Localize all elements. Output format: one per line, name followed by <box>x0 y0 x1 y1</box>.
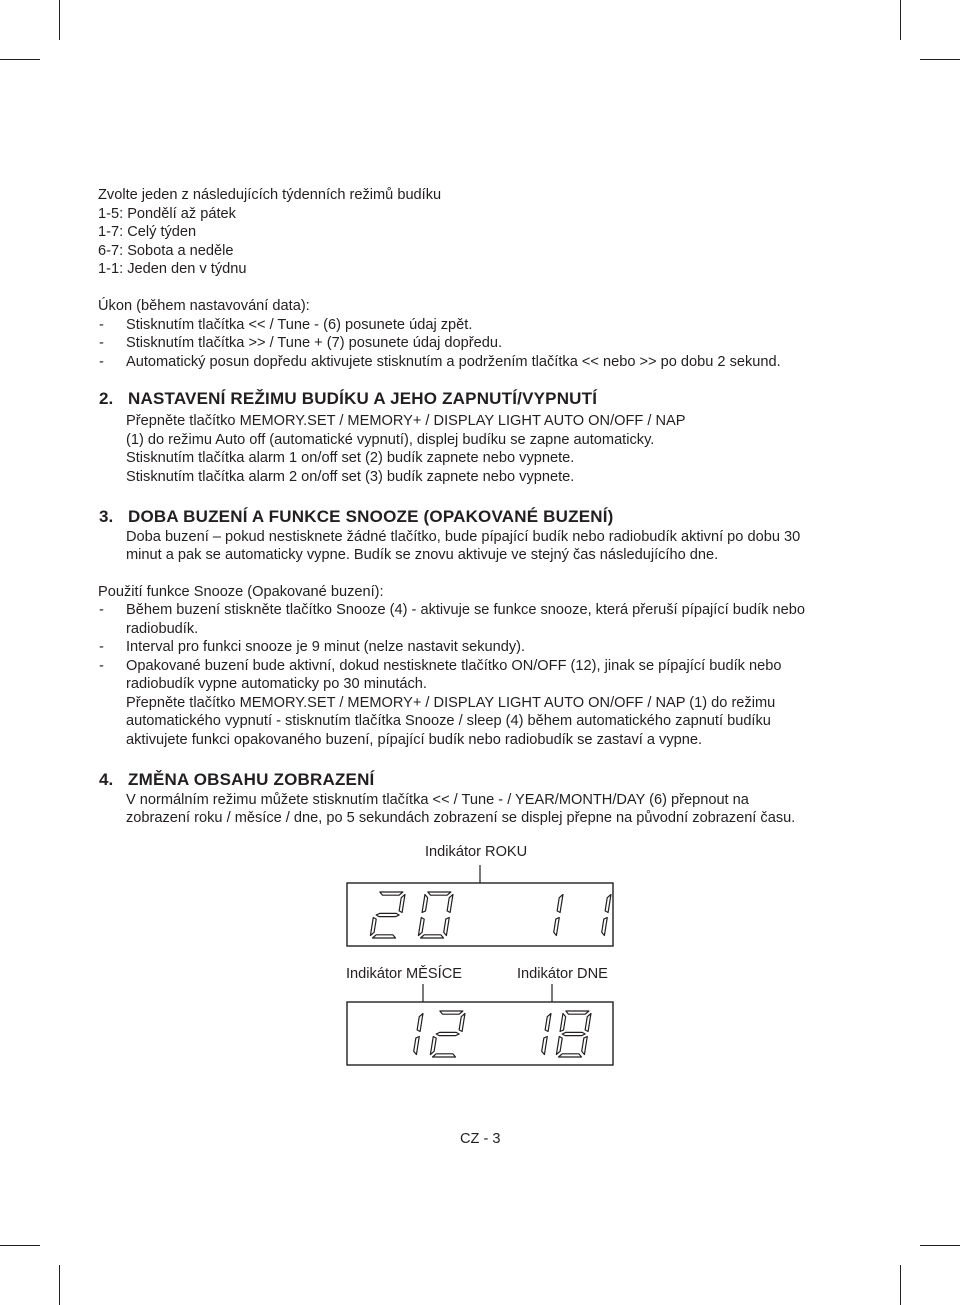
snooze-line: Během buzení stiskněte tlačítko Snooze (4) - aktivuje se funkce snooze, která přeruší pípající budík nebo <box>126 602 805 618</box>
segment-d <box>373 935 396 938</box>
snooze-title: Použití funkce Snooze (Opakované buzení): <box>98 584 384 600</box>
crop-mark-top-left-h <box>0 59 40 60</box>
intro-text: Zvolte jeden z následujících týdenních režimů budíku <box>98 187 442 203</box>
section-4-number: 4. <box>99 770 114 789</box>
snooze-line: Přepněte tlačítko MEMORY.SET / MEMORY+ / DISPLAY LIGHT AUTO ON/OFF / NAP (1) do režimu <box>126 695 776 711</box>
segment-g <box>562 1032 585 1035</box>
adjust-item: Stisknutím tlačítka >> / Tune + (7) posunete údaj dopředu. <box>126 335 503 351</box>
section-2-number: 2. <box>99 389 114 408</box>
segment-a <box>440 1011 463 1014</box>
crop-mark-bottom-right-h <box>920 1245 960 1246</box>
segment-a <box>380 892 403 895</box>
section-2-line: Stisknutím tlačítka alarm 2 on/off set (3) budík zapnete nebo vypnete. <box>126 469 575 485</box>
segment-d <box>559 1054 582 1057</box>
day-indicator-label: Indikátor DNE <box>517 966 608 982</box>
section-3-line: Doba buzení – pokud nestisknete žádné tlačítko, bude pípající budík nebo radiobudík aktivní po dobu 30 <box>126 529 801 545</box>
bullet: - <box>99 658 104 674</box>
mode-item: 1-7: Celý týden <box>98 224 197 240</box>
section-2-line: (1) do režimu Auto off (automatické vypnutí), displej budíku se zapne automaticky. <box>126 432 655 448</box>
crop-mark-bottom-left <box>59 1265 60 1305</box>
bullet: - <box>99 354 104 370</box>
segment-d <box>421 935 444 938</box>
adjust-item: Automatický posun dopředu aktivujete stisknutím a podržením tlačítka << nebo >> po dobu 2 sekund. <box>126 354 781 370</box>
section-4-line: V normálním režimu můžete stisknutím tlačítka << / Tune - / YEAR/MONTH/DAY (6) přepnout na <box>126 792 749 808</box>
crop-mark-bottom-right <box>900 1265 901 1305</box>
bullet: - <box>99 602 104 618</box>
mode-item: 1-1: Jeden den v týdnu <box>98 261 247 277</box>
section-2-line: Přepněte tlačítko MEMORY.SET / MEMORY+ / DISPLAY LIGHT AUTO ON/OFF / NAP <box>126 413 686 429</box>
section-2-heading: NASTAVENÍ REŽIMU BUDÍKU A JEHO ZAPNUTÍ/VYPNUTÍ <box>128 389 598 408</box>
snooze-line: Interval pro funkci snooze je 9 minut (nelze nastavit sekundy). <box>126 639 526 655</box>
section-3-number: 3. <box>99 507 114 526</box>
adjust-title: Úkon (během nastavování data): <box>98 298 310 314</box>
bullet: - <box>99 639 104 655</box>
crop-mark-top-right-h <box>920 59 960 60</box>
segment-g <box>436 1032 459 1035</box>
year-indicator-label: Indikátor ROKU <box>425 844 528 860</box>
section-2-line: Stisknutím tlačítka alarm 1 on/off set (2) budík zapnete nebo vypnete. <box>126 450 575 466</box>
segment-a <box>566 1011 589 1014</box>
bullet: - <box>99 317 104 333</box>
adjust-item: Stisknutím tlačítka << / Tune - (6) posunete údaj zpět. <box>126 317 473 333</box>
mode-item: 1-5: Pondělí až pátek <box>98 206 236 222</box>
section-3-line: minut a pak se automaticky vypne. Budík se znovu aktivuje ve stejný čas následujícího dne. <box>126 547 719 563</box>
segment-a <box>428 892 451 895</box>
snooze-line: Opakované buzení bude aktivní, dokud nestisknete tlačítko ON/OFF (12), jinak se pípající budík nebo <box>126 658 782 674</box>
mode-item: 6-7: Sobota a neděle <box>98 243 234 259</box>
crop-mark-bottom-left-h <box>0 1245 40 1246</box>
section-3-heading: DOBA BUZENÍ A FUNKCE SNOOZE (OPAKOVANÉ BUZENÍ) <box>128 507 614 526</box>
segment-d <box>433 1054 456 1057</box>
bullet: - <box>99 335 104 351</box>
month-indicator-label: Indikátor MĚSÍCE <box>346 966 462 982</box>
date-display <box>330 980 630 1080</box>
section-4-line: zobrazení roku / měsíce / dne, po 5 sekundách zobrazení se displej přepne na původní zobrazení času. <box>126 810 796 826</box>
snooze-line: automatického vypnutí - stisknutím tlačítka Snooze / sleep (4) během automatického zapnutí budíku <box>126 713 771 729</box>
segment-g <box>376 913 399 916</box>
crop-mark-top-left <box>59 0 60 40</box>
snooze-line: radiobudík. <box>126 621 199 637</box>
snooze-line: aktivujete funkci opakovaného buzení, pípající budík nebo radiobudík se zastaví a vypne. <box>126 732 703 748</box>
section-4-heading: ZMĚNA OBSAHU ZOBRAZENÍ <box>128 770 375 789</box>
snooze-line: radiobudík vypne automaticky po 30 minutách. <box>126 676 427 692</box>
year-display <box>330 860 630 960</box>
crop-mark-top-right <box>900 0 901 40</box>
page-number: CZ - 3 <box>460 1131 501 1147</box>
